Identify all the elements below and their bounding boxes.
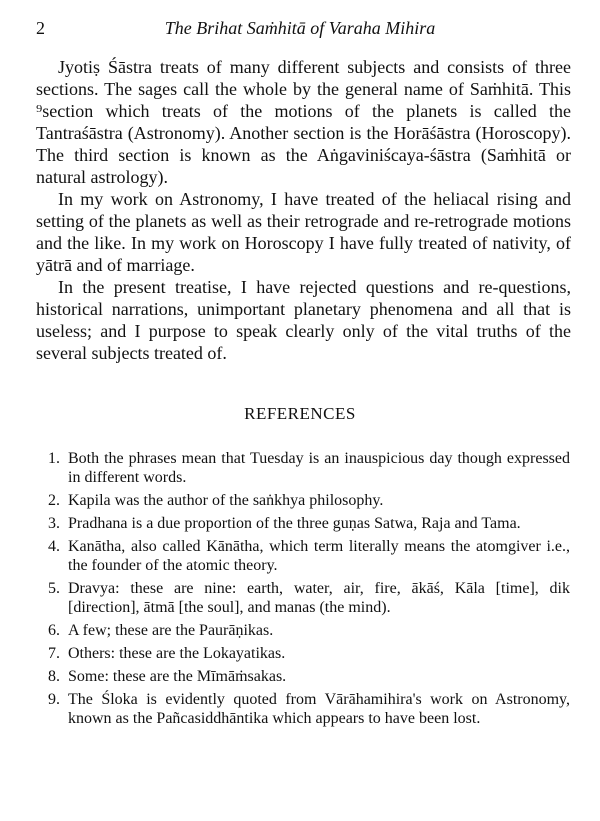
reference-item — [48, 667, 570, 686]
reference-number: 8. — [48, 668, 60, 685]
page-number: 2 — [36, 18, 45, 38]
paragraph: In the present treatise, I have rejected questions and re-questions, historical narrations, unimportant planetary phenomena and all that is useless; and I purpose to speak clearly only of the vital truths of the several subjects treated of. — [36, 277, 571, 363]
reference-text: Both the phrases mean that Tuesday is an inauspicious day though expressed in different words. — [68, 450, 570, 486]
paragraph: In my work on Astronomy, I have treated of the heliacal rising and setting of the planets as well as their retrograde and re-retrograde motions and the like. In my work on Horoscopy I have fully treated of nativity, of yātrā and of marriage. — [36, 189, 571, 275]
reference-item — [48, 644, 570, 663]
reference-item — [48, 579, 570, 617]
reference-text: Kanātha, also called Kānātha, which term literally means the atomgiver i.e., the founder of the atomic theory. — [68, 538, 570, 574]
reference-item — [48, 449, 570, 487]
book-title: The Brihat Saṁhitā of Varaha Mihira — [164, 18, 436, 38]
reference-number: 9. — [48, 691, 60, 708]
reference-item — [48, 537, 570, 575]
reference-item — [48, 491, 570, 510]
reference-text: Kapila was the author of the saṅkhya philosophy. — [68, 492, 384, 509]
reference-number: 1. — [48, 450, 60, 467]
body-text — [36, 56, 571, 364]
reference-item — [48, 514, 570, 533]
reference-number: 3. — [48, 515, 60, 532]
running-head — [36, 18, 564, 42]
references-list — [48, 449, 570, 732]
reference-text: Others: these are the Lokayatikas. — [68, 645, 286, 662]
reference-text: The Śloka is evidently quoted from Vārāhamihira's work on Astronomy, known as the Pañcasiddhāntika which appears to have been lost. — [68, 691, 570, 727]
reference-text: Pradhana is a due proportion of the three guṇas Satwa, Raja and Tama. — [68, 515, 521, 532]
reference-number: 6. — [48, 622, 60, 639]
reference-item — [48, 690, 570, 728]
reference-text: Dravya: these are nine: earth, water, air, fire, ākāś, Kāla [time], dik [direction], ātmā [the soul], and manas (the mind). — [68, 580, 570, 616]
reference-number: 4. — [48, 538, 60, 555]
reference-number: 7. — [48, 645, 60, 662]
reference-number: 2. — [48, 492, 60, 509]
references-heading: REFERENCES — [244, 404, 356, 423]
reference-text: A few; these are the Paurāṇikas. — [68, 622, 274, 639]
reference-item — [48, 621, 570, 640]
reference-number: 5. — [48, 580, 60, 597]
reference-text: Some: these are the Mīmāṁsakas. — [68, 668, 287, 685]
paragraph: Jyotiṣ Śāstra treats of many different subjects and consists of three sections. The sages call the whole by the general name of Saṁhitā. This ⁹section which treats of the motions of the planets is called the Tantraśāstra (Astronomy). Another section is the Horāśāstra (Horoscopy). The third section is known as the Aṅgaviniścaya-śāstra (Saṁhitā or natural astrology). — [36, 57, 571, 187]
